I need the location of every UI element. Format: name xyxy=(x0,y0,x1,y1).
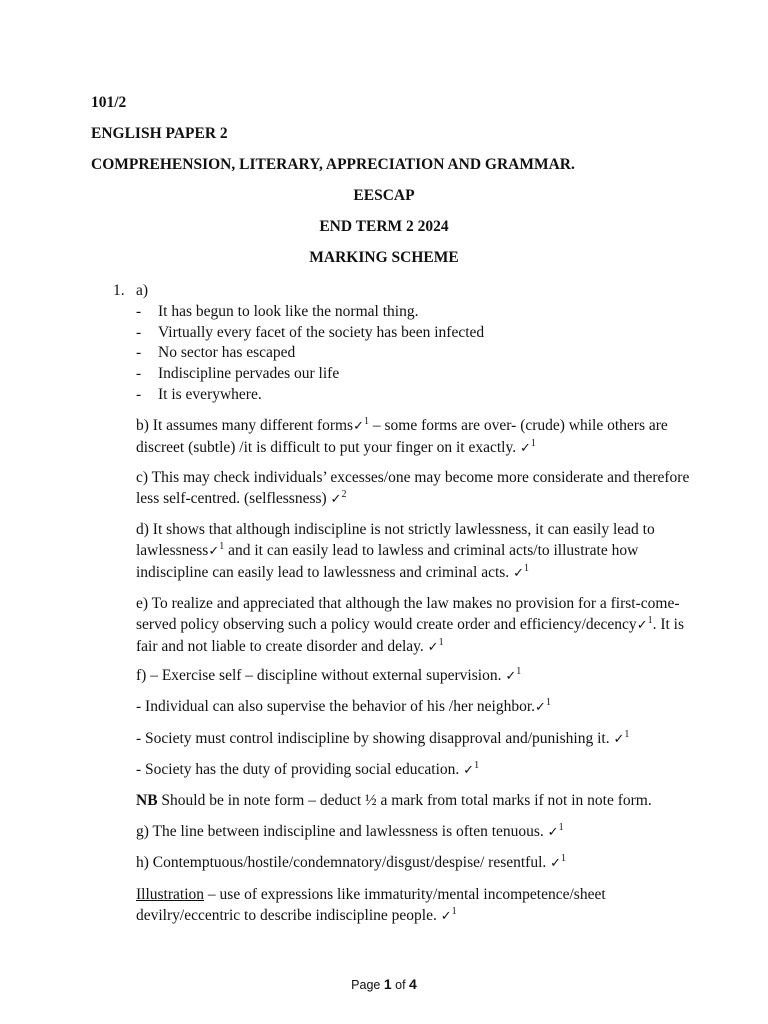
mark-count: 1 xyxy=(624,728,630,740)
mark-count: 1 xyxy=(474,759,480,771)
answer-a-points xyxy=(136,302,696,406)
school-name: EESCAP xyxy=(353,187,415,204)
illustration-label: Illustration xyxy=(136,886,205,903)
answer-f: f) – Exercise self – discipline without external supervision. ✓$^1$ xyxy=(136,665,522,684)
paper-sections: COMPREHENSION, LITERARY, APPRECIATION AND GRAMMAR. xyxy=(91,156,575,173)
check-mark-icon: ✓ xyxy=(513,565,524,581)
answer-g: g) The line between indiscipline and lawlessness is often tenuous. ✓$^1$ xyxy=(136,821,564,840)
check-mark-icon: ✓ xyxy=(505,669,517,684)
check-mark-icon: ✓ xyxy=(440,908,452,924)
marking-note: NB Should be in note form – deduct ½ a mark from total marks if not in note form. xyxy=(136,792,652,809)
list-item: - Virtually every facet of the society has been infected xyxy=(136,323,485,341)
answer-a-label: a) xyxy=(136,282,149,299)
check-mark-icon: ✓ xyxy=(636,617,648,633)
page-footer: Page 1 of 4 xyxy=(351,976,417,992)
mark-count: 2 xyxy=(341,488,347,500)
answer-f-point-3: - Society must control indiscipline by showing disapproval and/punishing it. ✓$^1$ xyxy=(136,728,630,747)
check-mark-icon: ✓ xyxy=(463,763,475,778)
paper-subject: ENGLISH PAPER 2 xyxy=(91,125,228,142)
check-mark-icon: ✓ xyxy=(208,543,220,559)
answer-f-point-2: - Individual can also supervise the behavior of his /her neighbor.✓$^1$ xyxy=(136,696,551,715)
answer-f-point-4: - Society has the duty of providing social education. ✓$^1$ xyxy=(136,759,480,778)
answer-b: b) It assumes many different forms✓$^1$ – some forms are over- (crude) while others are discreet (subtle) /it is difficult to put your finger on it exactly. ✓$^1$ xyxy=(136,415,668,456)
check-mark-icon: ✓ xyxy=(550,856,562,871)
mark-count: 1 xyxy=(558,821,564,833)
answer-illustration: Illustration – use of expressions like immaturity/mental incompetence/sheet devilry/eccentric to describe indiscipline people. ✓$^1$ xyxy=(136,886,606,924)
check-mark-icon: ✓ xyxy=(427,639,439,655)
paper-code: 101/2 xyxy=(91,94,127,111)
mark-count: 1 xyxy=(438,636,444,648)
check-mark-icon: ✓ xyxy=(535,700,546,715)
answer-h: h) Contemptuous/hostile/condemnatory/disgust/despise/ resentful. ✓$^1$ xyxy=(136,852,567,871)
mark-count: 1 xyxy=(545,696,551,708)
mark-count: 1 xyxy=(451,905,457,917)
check-mark-icon: ✓ xyxy=(353,419,364,434)
answer-a xyxy=(136,281,696,406)
list-item: - It has begun to look like the normal thing. xyxy=(136,302,419,320)
list-item: - No sector has escaped xyxy=(136,344,296,362)
question-number: 1. xyxy=(113,282,125,299)
list-item: - It is everywhere. xyxy=(136,385,262,403)
mark-count: 1 xyxy=(647,614,653,626)
document-title: MARKING SCHEME xyxy=(309,249,459,266)
mark-count: 1 xyxy=(561,852,567,864)
mark-count: 1 xyxy=(523,562,529,574)
check-mark-icon: ✓ xyxy=(547,825,559,840)
mark-count: 1 xyxy=(516,665,522,677)
exam-term: END TERM 2 2024 xyxy=(319,218,449,235)
answer-c: c) This may check individuals’ excesses/one may become more considerate and therefore less self-centred. (selflessness) ✓$^2$ xyxy=(136,469,690,507)
answer-e: e) To realize and appreciated that although the law makes no provision for a first-come-served policy observing such a policy would create order and efficiency/decency✓$^1$. It is fair and not liable to create disorder and delay. ✓$^1$ xyxy=(136,595,685,655)
check-mark-icon: ✓ xyxy=(613,732,625,747)
page-total: 4 xyxy=(409,976,417,992)
mark-count: 1 xyxy=(530,437,536,449)
answer-d: d) It shows that although indiscipline is not strictly lawlessness, it can easily lead to lawlessness✓$^1$ and it can easily lead to lawless and criminal acts/to illustrate how indiscipline can easily lead to lawlessness and criminal acts. ✓$^1$ xyxy=(136,521,655,581)
check-mark-icon: ✓ xyxy=(330,491,342,507)
page-number: 1 xyxy=(383,976,392,992)
check-mark-icon: ✓ xyxy=(519,440,531,456)
list-item: - Indiscipline pervades our life xyxy=(136,365,340,383)
note-label: NB xyxy=(136,792,158,809)
mark-count: 1 xyxy=(364,415,369,427)
mark-count: 1 xyxy=(219,540,225,552)
